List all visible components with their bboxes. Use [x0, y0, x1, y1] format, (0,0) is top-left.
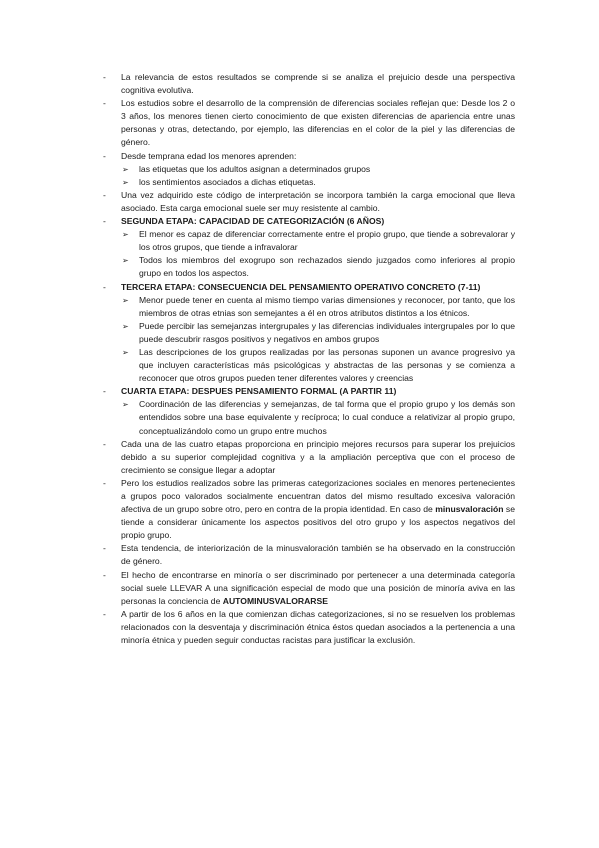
text-run: Coordinación de las diferencias y semejanzas, de tal forma que el propio grupo y los demás son entendidos sobre una base equivalente y recíproca; lo cual conduce a relativizar al propio grupo, conceptualizándolo como un grupo entre muchos — [139, 399, 515, 436]
bullet-item — [103, 608, 515, 647]
paragraph-text — [139, 255, 515, 278]
sub-bullet-item — [103, 228, 515, 254]
paragraph-text — [121, 543, 515, 566]
text-run: Una vez adquirido este código de interpretación se incorpora también la carga emocional que lleva asociado. Esta carga emocional suele ser muy resistente al cambio. — [121, 189, 515, 213]
paragraph-text — [139, 347, 515, 383]
dash-bullet: - — [103, 386, 106, 397]
text-run: SEGUNDA ETAPA: CAPACIDAD DE CATEGORIZACIÓN (6 AÑOS) — [121, 216, 385, 227]
dash-bullet: - — [103, 569, 106, 580]
sub-bullet-item — [103, 163, 515, 176]
bullet-item — [103, 97, 515, 149]
document-body — [103, 71, 515, 647]
text-run: los sentimientos asociados a dichas etiquetas. — [139, 176, 316, 187]
bold-term: minusvaloración — [435, 504, 504, 515]
text-run: Los estudios sobre el desarrollo de la comprensión de diferencias sociales reflejan que: Desde los 2 o 3 años, los menores tienen cierto conocimiento de que existen diferencias de apariencia entre unas personas y otras, detectando, por ejemplo, las diferencias en el color de la piel y las diferencias de género. — [121, 98, 515, 148]
paragraph-text — [121, 216, 384, 226]
section-heading — [103, 215, 515, 228]
arrow-bullet-icon: ➢ — [122, 256, 129, 266]
text-run: A partir de los 6 años en la que comienzan dichas categorizaciones, si no se resuelven los problemas relacionados con la desventaja y discriminación étnica éstos quedan asociados a la pertenencia a una minoría étnica y pueden seguir conductas racistas para justificar la exclusión. — [121, 608, 515, 646]
sub-bullet-item — [103, 254, 515, 280]
sub-bullet-item — [103, 346, 515, 385]
text-run: TERCERA ETAPA: CONSECUENCIA DEL PENSAMIENTO OPERATIVO CONCRETO (7-11) — [121, 281, 481, 292]
text-run: Todos los miembros del exogrupo son rechazados siendo juzgados como inferiores al propio grupo en todos los aspectos. — [139, 255, 515, 279]
paragraph-text — [139, 229, 515, 252]
paragraph-text — [121, 190, 515, 213]
text-run: Las descripciones de los grupos realizadas por las personas suponen un avance progresivo ya que incluyen características más psicológicas y abstractas de las personas y se comienza a reconocer que otros grupos pueden tener diferentes valores y creencias — [139, 346, 515, 384]
text-run: La relevancia de estos resultados se comprende si se analiza el prejuicio desde una perspectiva cognitiva evolutiva. — [121, 72, 515, 96]
dash-bullet: - — [103, 98, 106, 109]
paragraph-text — [139, 164, 370, 174]
paragraph-text — [121, 151, 296, 161]
paragraph-text — [121, 609, 515, 645]
sub-bullet-item — [103, 398, 515, 437]
text-run: El hecho de encontrarse en minoría o ser discriminado por pertenecer a una determinada categoría social suele LLEVAR A una significación especial de modo que una posición de minoría aviva en las personas la conciencia de — [121, 569, 515, 606]
arrow-bullet-icon: ➢ — [122, 177, 129, 187]
bullet-item — [103, 542, 515, 568]
text-run: Cada una de las cuatro etapas proporciona en principio mejores recursos para superar los prejuicios debido a su superior complejidad cognitiva y a la ampliación perceptiva que con el proceso de crecimiento se consigue llegar a adoptar — [121, 438, 515, 475]
dash-bullet: - — [103, 608, 106, 619]
paragraph-text — [121, 386, 396, 396]
text-run: Desde temprana edad los menores aprenden: — [121, 150, 297, 161]
dash-bullet: - — [103, 216, 106, 227]
text-run: El menor es capaz de diferenciar correctamente entre el propio grupo, que tiende a sobrevalorar y los otros grupos, que tiende a infravalorar — [139, 229, 515, 253]
bullet-item — [103, 189, 515, 215]
section-heading — [103, 385, 515, 398]
text-run: Pero los estudios realizados sobre las primeras categorizaciones sociales en menores pertenecientes a grupos poco valorados socialmente encuentran datos del mismo resultado excesiva valoración afectiva de un grupo sobre otro, pero en contra de la propia identidad. En caso de — [121, 477, 515, 515]
bullet-item — [103, 150, 515, 163]
bullet-item — [103, 477, 515, 542]
dash-bullet: - — [103, 438, 106, 449]
bullet-item — [103, 569, 515, 608]
paragraph-text — [121, 439, 515, 475]
paragraph-text — [139, 321, 515, 344]
dash-bullet: - — [103, 150, 106, 161]
bullet-item — [103, 71, 515, 97]
text-run: Puede percibir las semejanzas intergrupales y las diferencias individuales intergrupales por lo que puede descubrir rasgos positivos y negativos en ambos grupos — [139, 320, 515, 344]
text-run: las etiquetas que los adultos asignan a determinados grupos — [139, 163, 371, 174]
sub-bullet-item — [103, 176, 515, 189]
arrow-bullet-icon: ➢ — [122, 400, 129, 410]
paragraph-text — [121, 478, 515, 540]
bullet-item — [103, 438, 515, 477]
dash-bullet: - — [103, 477, 106, 488]
arrow-bullet-icon: ➢ — [122, 321, 129, 331]
dash-bullet: - — [103, 189, 106, 200]
paragraph-text — [121, 98, 515, 147]
sub-bullet-item — [103, 294, 515, 320]
text-run: se tiende a considerar únicamente los aspectos positivos del otro grupo y los aspectos negativos del propio grupo. — [121, 504, 515, 541]
section-heading — [103, 281, 515, 294]
arrow-bullet-icon: ➢ — [122, 347, 129, 357]
paragraph-text — [121, 72, 515, 95]
arrow-bullet-icon: ➢ — [122, 230, 129, 240]
dash-bullet: - — [103, 543, 106, 554]
dash-bullet: - — [103, 72, 106, 82]
paragraph-text — [121, 282, 480, 292]
text-run: Esta tendencia, de interiorización de la minusvaloración también se ha observado en la construcción de género. — [121, 543, 515, 567]
sub-bullet-item — [103, 320, 515, 346]
paragraph-text — [139, 295, 515, 318]
paragraph-text — [139, 399, 515, 435]
bold-term: AUTOMINUSVALORARSE — [222, 595, 328, 606]
paragraph-text — [139, 177, 316, 187]
text-run: CUARTA ETAPA: DESPUES PENSAMIENTO FORMAL (A PARTIR 11) — [121, 386, 397, 397]
text-run: Menor puede tener en cuenta al mismo tiempo varias dimensiones y reconocer, por tanto, que los miembros de otras etnias son semejantes a él en otros atributos distintos a los étnicos. — [139, 294, 515, 318]
arrow-bullet-icon: ➢ — [122, 164, 129, 174]
dash-bullet: - — [103, 281, 106, 292]
arrow-bullet-icon: ➢ — [122, 295, 129, 305]
paragraph-text — [121, 570, 515, 606]
